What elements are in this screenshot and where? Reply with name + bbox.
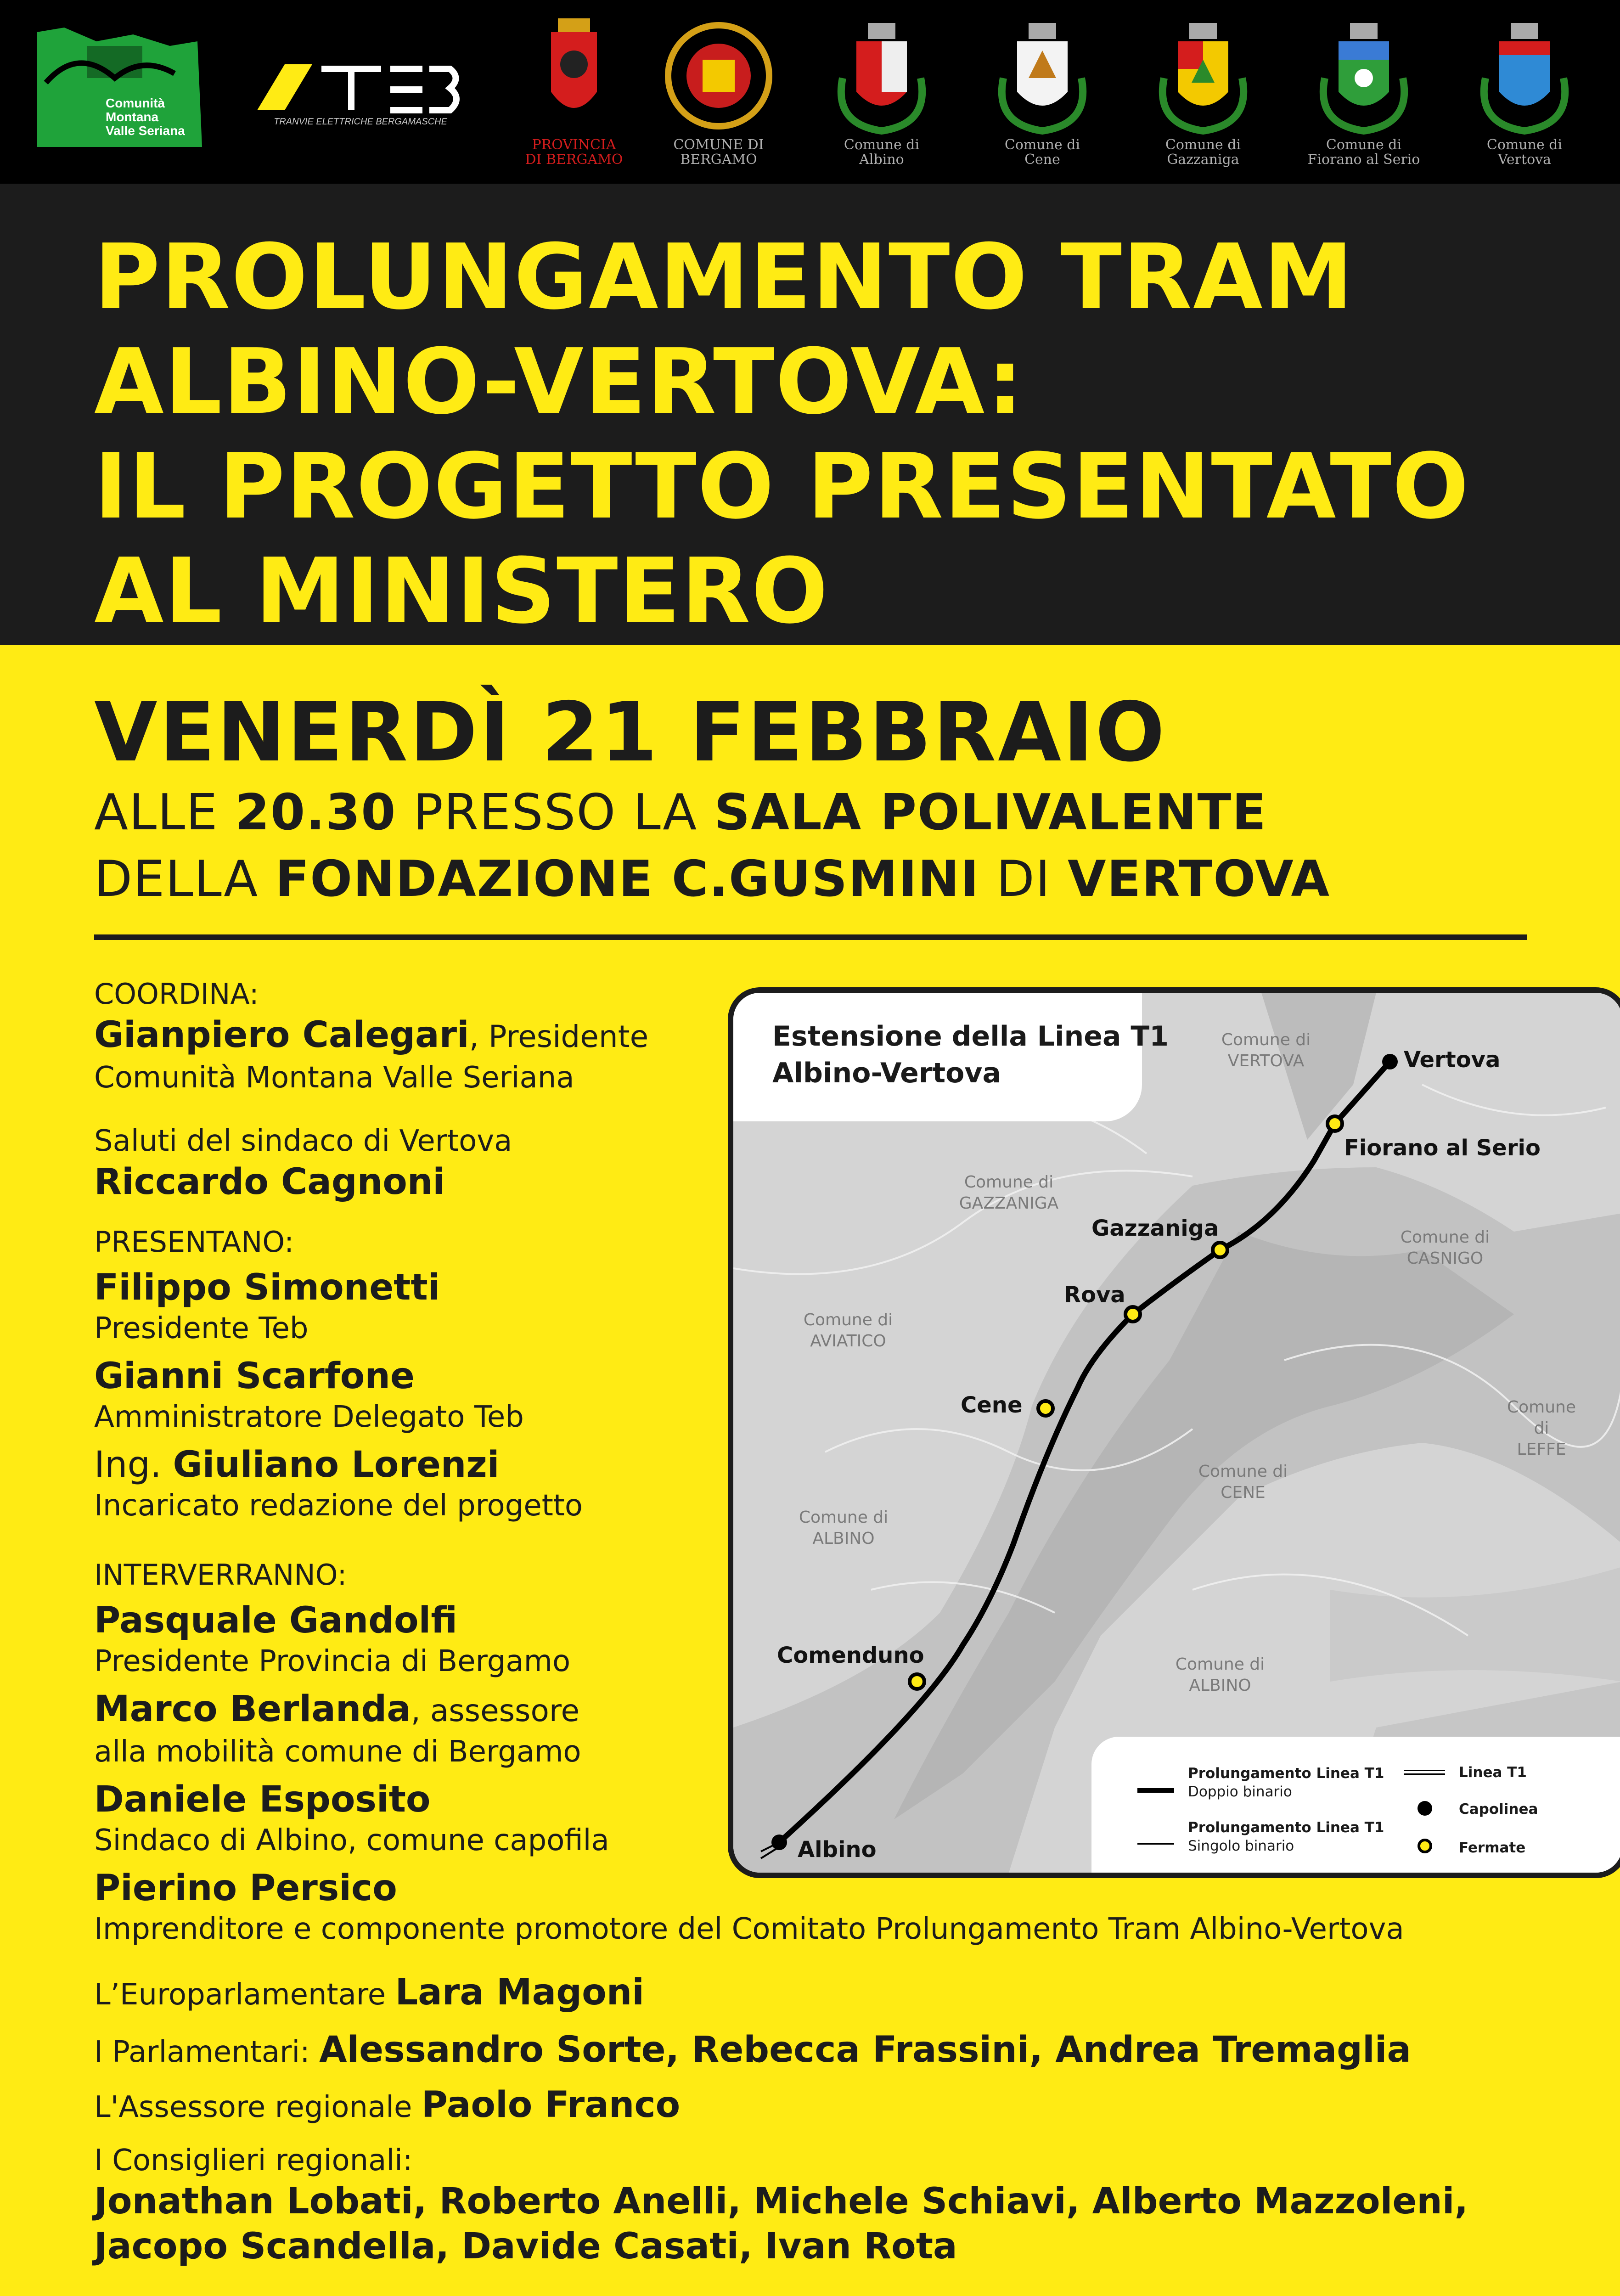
- stop-label-vertova: Vertova: [1404, 1047, 1501, 1073]
- stop-marker: [1125, 1307, 1140, 1322]
- speaker-name: [94, 1442, 755, 1487]
- map-title: Estensione della Linea T1: [772, 1020, 1169, 1052]
- credit-label: L'Assessore regionale: [94, 2090, 422, 2124]
- legend-item: [1459, 1839, 1525, 1857]
- speaker-role: Imprenditore e componente promotore del Comitato Prolungamento Tram Albino-Vertova: [94, 1912, 1404, 1946]
- speaker-name: Daniele Esposito: [94, 1779, 431, 1820]
- coat-label: COMUNE DI BERGAMO: [673, 137, 764, 168]
- comune-label: Comune di CENE: [1198, 1462, 1288, 1502]
- teb-logo-caption: TRANVIE ELETTRICHE BERGAMASCHE: [274, 117, 447, 127]
- stop-marker: [1328, 1116, 1342, 1131]
- title-line: PROLUNGAMENTO TRAM: [94, 225, 1354, 330]
- credit-consiglieri: [94, 2142, 1468, 2269]
- comune-label: Comune di CASNIGO: [1400, 1228, 1490, 1268]
- map-frame: [728, 987, 1620, 1878]
- stop-marker: [1038, 1401, 1053, 1416]
- program-saluti: [94, 1123, 755, 1204]
- credit-label: I Consiglieri regionali:: [94, 2144, 413, 2178]
- speaker-name: Filippo Simonetti: [94, 1267, 440, 1308]
- coat-label: Comune di Albino: [844, 137, 920, 168]
- speaker-role: alla mobilità comune di Bergamo: [94, 1735, 581, 1769]
- legend-item: [1188, 1818, 1384, 1855]
- speaker-role: Sindaco di Albino, comune capofila: [94, 1823, 609, 1857]
- legend-item: [1459, 1800, 1538, 1818]
- legend-title: Linea T1: [1459, 1764, 1527, 1781]
- title-line: AL MINISTERO: [94, 539, 829, 644]
- speaker-name: Riccardo Cagnoni: [94, 1161, 445, 1203]
- legend-item: [1459, 1763, 1527, 1782]
- legend-title: Prolungamento Linea T1: [1188, 1819, 1384, 1836]
- venue-hall: SALA POLIVALENTE: [714, 784, 1267, 841]
- event-time: 20.30: [235, 784, 397, 841]
- speaker-role: Amministratore Delegato Teb: [94, 1400, 524, 1434]
- comune-label: Comune di VERTOVA: [1221, 1030, 1311, 1070]
- speaker-name: Pierino Persico: [94, 1868, 397, 1909]
- credit-name: Jonathan Lobati, Roberto Anelli, Michele Schiavi, Alberto Mazzoleni,: [94, 2181, 1468, 2222]
- legend-single-track-key: [1137, 1843, 1174, 1845]
- credit-label: I Parlamentari:: [94, 2035, 320, 2069]
- comune-label: Comune di LEFFE: [1507, 1398, 1576, 1459]
- credit-name: Jacopo Scandella, Davide Casati, Ivan Rota: [94, 2226, 957, 2267]
- venue-town: VERTOVA: [1068, 850, 1331, 908]
- venue-text: DELLA: [94, 850, 276, 908]
- coat-provincia-bergamo: [507, 14, 641, 179]
- comune-label: Comune di AVIATICO: [803, 1311, 893, 1351]
- comunita-montana-logo: [37, 28, 202, 147]
- section-label: Saluti del sindaco di Vertova: [94, 1124, 512, 1158]
- speaker-name-text: Marco Berlanda: [94, 1688, 411, 1730]
- speaker-role: Presidente Provincia di Bergamo: [94, 1644, 571, 1678]
- venue-text: DI: [979, 850, 1068, 908]
- coat-label: Comune di Fiorano al Serio: [1307, 137, 1420, 168]
- logo-strip: [0, 0, 1620, 184]
- legend-title: Capolinea: [1459, 1801, 1538, 1818]
- stop-label-gazzaniga: Gazzaniga: [1091, 1216, 1219, 1241]
- map-title-box: [733, 993, 1169, 1121]
- credit-name: Lara Magoni: [395, 1972, 644, 2013]
- coat-label: Comune di Vertova: [1486, 137, 1563, 168]
- legend-capolinea-key: [1418, 1801, 1432, 1816]
- legend-title: Prolungamento Linea T1: [1188, 1765, 1384, 1782]
- speaker-name: Gianni Scarfone: [94, 1356, 415, 1397]
- comune-label: Comune di ALBINO: [799, 1508, 889, 1548]
- coat-fiorano: [1297, 14, 1430, 179]
- divider: [94, 934, 1527, 940]
- legend-sub: Singolo binario: [1188, 1838, 1294, 1854]
- title-line: ALBINO-VERTOVA:: [94, 330, 1024, 434]
- speaker-name-text: Gianpiero Calegari: [94, 1014, 469, 1056]
- section-label: INTERVERRANNO:: [94, 1558, 347, 1592]
- page-title: [94, 225, 1470, 644]
- stop-marker: [1213, 1243, 1227, 1257]
- coat-label: Comune di Gazzaniga: [1165, 137, 1241, 168]
- cm-logo-caption: Comunità Montana Valle Seriana: [106, 96, 185, 138]
- coat-comune-bergamo: [652, 14, 785, 179]
- legend-title: Fermate: [1459, 1840, 1526, 1856]
- title-line: IL PROGETTO PRESENTATO: [94, 434, 1470, 539]
- credit-name: Alessandro Sorte, Rebecca Frassini, Andrea Tremaglia: [319, 2029, 1412, 2071]
- legend-sub: Doppio binario: [1188, 1784, 1292, 1800]
- stop-label-comenduno: Comenduno: [777, 1643, 924, 1668]
- stop-label-fiorano: Fiorano al Serio: [1344, 1135, 1541, 1161]
- coat-label: Comune di Cene: [1004, 137, 1080, 168]
- speaker-prefix: Ing.: [94, 1444, 173, 1486]
- coat-vertova: [1458, 14, 1591, 179]
- speaker-role-inline: , Presidente: [469, 1019, 649, 1054]
- event-location: [94, 850, 1330, 909]
- credit-label: L’Europarlamentare: [94, 1978, 395, 2012]
- speaker-role-inline: , assessore: [411, 1693, 580, 1728]
- speaker-name: [94, 1013, 755, 1059]
- stop-label-cene: Cene: [961, 1392, 1023, 1418]
- credit-name: Paolo Franco: [421, 2084, 681, 2126]
- comune-label: Comune di ALBINO: [1175, 1655, 1265, 1695]
- legend-fermate-key: [1418, 1839, 1432, 1853]
- venue-text: ALLE: [94, 784, 235, 841]
- stop-label-rova: Rova: [1064, 1282, 1125, 1308]
- speaker-role: Comunità Montana Valle Seriana: [94, 1061, 574, 1095]
- stop-label-albino: Albino: [798, 1837, 877, 1863]
- coat-label: PROVINCIA DI BERGAMO: [525, 137, 623, 168]
- stop-marker: [910, 1674, 924, 1689]
- credit-parlamentari: [94, 2027, 1411, 2072]
- venue-foundation: FONDAZIONE C.GUSMINI: [275, 850, 980, 908]
- section-label: PRESENTANO:: [94, 1225, 294, 1259]
- capolinea-albino: [771, 1835, 787, 1850]
- speaker-name: Pasquale Gandolfi: [94, 1600, 458, 1641]
- credit-assessore: [94, 2082, 680, 2127]
- map-legend: [1091, 1737, 1620, 1878]
- venue-text: PRESSO LA: [396, 784, 714, 841]
- legend-item: [1188, 1764, 1384, 1801]
- program-presentano: [94, 1224, 755, 1524]
- event-date: VENERDÌ 21 FEBBRAIO: [94, 685, 1167, 780]
- tram-route-map: [728, 987, 1620, 1878]
- credit-europarlamentare: [94, 1970, 644, 2015]
- legend-double-track-key: [1137, 1788, 1174, 1793]
- section-label: COORDINA:: [94, 977, 259, 1011]
- title-band: [0, 184, 1620, 645]
- comune-label: Comune di GAZZANIGA: [959, 1173, 1059, 1213]
- legend-t1-key: [1404, 1770, 1445, 1771]
- teb-logo: [257, 64, 464, 129]
- event-time-venue: [94, 783, 1267, 843]
- coat-cene: [976, 14, 1109, 179]
- map-subtitle: Albino-Vertova: [772, 1057, 1001, 1089]
- capolinea-vertova: [1382, 1054, 1398, 1069]
- coat-albino: [815, 14, 948, 179]
- speaker-role: Incaricato redazione del progetto: [94, 1489, 583, 1523]
- speaker-role: Presidente Teb: [94, 1311, 309, 1345]
- speaker-name-text: Giuliano Lorenzi: [173, 1444, 500, 1486]
- coat-gazzaniga: [1136, 14, 1270, 179]
- program-coordina: [94, 976, 755, 1096]
